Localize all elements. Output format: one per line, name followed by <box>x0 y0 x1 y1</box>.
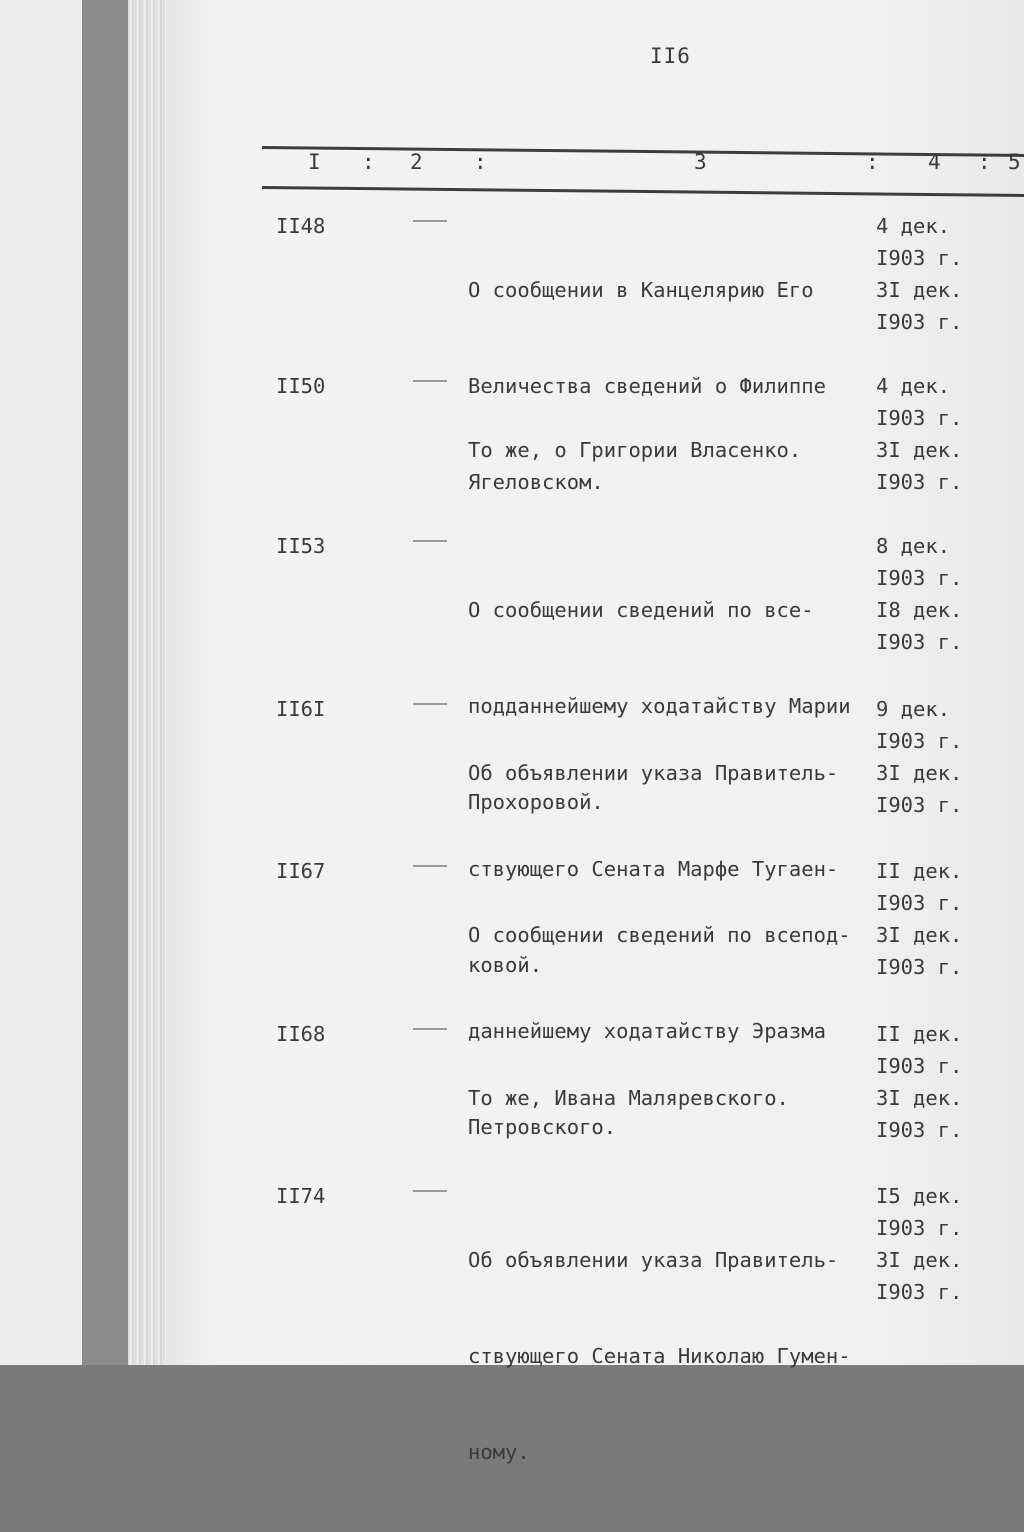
empty-cell-dash <box>413 380 447 382</box>
table-rule-top <box>262 146 1024 157</box>
date-line: I8 дек. <box>876 598 963 622</box>
case-dates <box>876 1180 1021 1308</box>
case-dates <box>876 1018 1021 1146</box>
date-line: 3I дек. <box>876 923 963 947</box>
description-line: Об объявлении указа Правитель- <box>468 761 839 785</box>
description-line: О сообщении в Канцелярию Его <box>468 278 814 302</box>
column-separator: : <box>362 150 375 174</box>
case-dates <box>876 530 1021 658</box>
date-line: I5 дек. <box>876 1184 963 1208</box>
date-line: I903 г. <box>876 630 963 654</box>
date-line: I903 г. <box>876 729 963 753</box>
description-line: даннейшему ходатайству Эразма <box>468 1019 826 1043</box>
column-header-1: I <box>308 150 321 174</box>
date-line: I903 г. <box>876 566 963 590</box>
date-line: 8 дек. <box>876 534 951 558</box>
date-line: I903 г. <box>876 891 963 915</box>
column-separator: : <box>866 150 879 174</box>
date-line: I903 г. <box>876 406 963 430</box>
date-line: 4 дек. <box>876 214 951 238</box>
column-separator: : <box>978 150 991 174</box>
case-number: II53 <box>276 534 326 558</box>
case-number: II68 <box>276 1022 326 1046</box>
description-line: ствующего Сената Марфе Тугаен- <box>468 857 839 881</box>
date-line: I903 г. <box>876 470 963 494</box>
description-line: ковой. <box>468 953 543 977</box>
binding-board <box>82 0 128 1365</box>
case-dates <box>876 370 1021 498</box>
date-line: I903 г. <box>876 246 963 270</box>
case-dates <box>876 855 1021 983</box>
empty-cell-dash <box>413 1028 447 1030</box>
date-line: 3I дек. <box>876 1248 963 1272</box>
column-header-4: 4 <box>928 150 941 174</box>
page-number: II6 <box>650 44 691 68</box>
date-line: 4 дек. <box>876 374 951 398</box>
date-line: II дек. <box>876 859 963 883</box>
description-line: Величества сведений о Филиппе <box>468 374 826 398</box>
date-line: 3I дек. <box>876 278 963 302</box>
case-number: II67 <box>276 859 326 883</box>
case-description <box>468 1180 880 1532</box>
description-line: ному. <box>468 1440 530 1464</box>
case-number: II74 <box>276 1184 326 1208</box>
case-number: II6I <box>276 697 326 721</box>
date-line: I903 г. <box>876 955 963 979</box>
description-line: подданнейшему ходатайству Марии <box>468 694 851 718</box>
date-line: I903 г. <box>876 1054 963 1078</box>
description-line: Петровского. <box>468 1115 617 1139</box>
column-header-3: 3 <box>694 150 707 174</box>
date-line: I903 г. <box>876 1216 963 1240</box>
case-dates <box>876 693 1021 821</box>
date-line: II дек. <box>876 1022 963 1046</box>
case-number: II50 <box>276 374 326 398</box>
empty-cell-dash <box>413 865 447 867</box>
description-line: Прохоровой. <box>468 790 604 814</box>
case-description <box>468 1018 880 1178</box>
date-line: 3I дек. <box>876 1086 963 1110</box>
date-line: 3I дек. <box>876 761 963 785</box>
empty-cell-dash <box>413 1190 447 1192</box>
column-header-5: 5 <box>1008 150 1021 174</box>
description-line: То же, о Григории Власенко. <box>468 438 802 462</box>
empty-cell-dash <box>413 220 447 222</box>
description-line: О сообщении сведений по все- <box>468 598 814 622</box>
case-dates <box>876 210 1021 338</box>
column-header-2: 2 <box>410 150 423 174</box>
date-line: 9 дек. <box>876 697 951 721</box>
table-rule-bottom <box>262 186 1024 197</box>
date-line: I903 г. <box>876 793 963 817</box>
document-page <box>166 0 1024 1464</box>
background-left <box>0 0 82 1365</box>
date-line: I903 г. <box>876 1118 963 1142</box>
case-number: II48 <box>276 214 326 238</box>
description-line: Ягеловском. <box>468 470 604 494</box>
empty-cell-dash <box>413 703 447 705</box>
date-line: 3I дек. <box>876 438 963 462</box>
page-stack-edge <box>128 0 166 1365</box>
description-line: То же, Ивана Маляревского. <box>468 1086 789 1110</box>
column-separator: : <box>474 150 487 174</box>
date-line: I903 г. <box>876 310 963 334</box>
description-line: Об объявлении указа Правитель- <box>468 1248 839 1272</box>
description-line: О сообщении сведений по всепод- <box>468 923 851 947</box>
case-description <box>468 370 880 530</box>
empty-cell-dash <box>413 540 447 542</box>
date-line: I903 г. <box>876 1280 963 1304</box>
description-line: ствующего Сената Николаю Гумен- <box>468 1344 851 1368</box>
